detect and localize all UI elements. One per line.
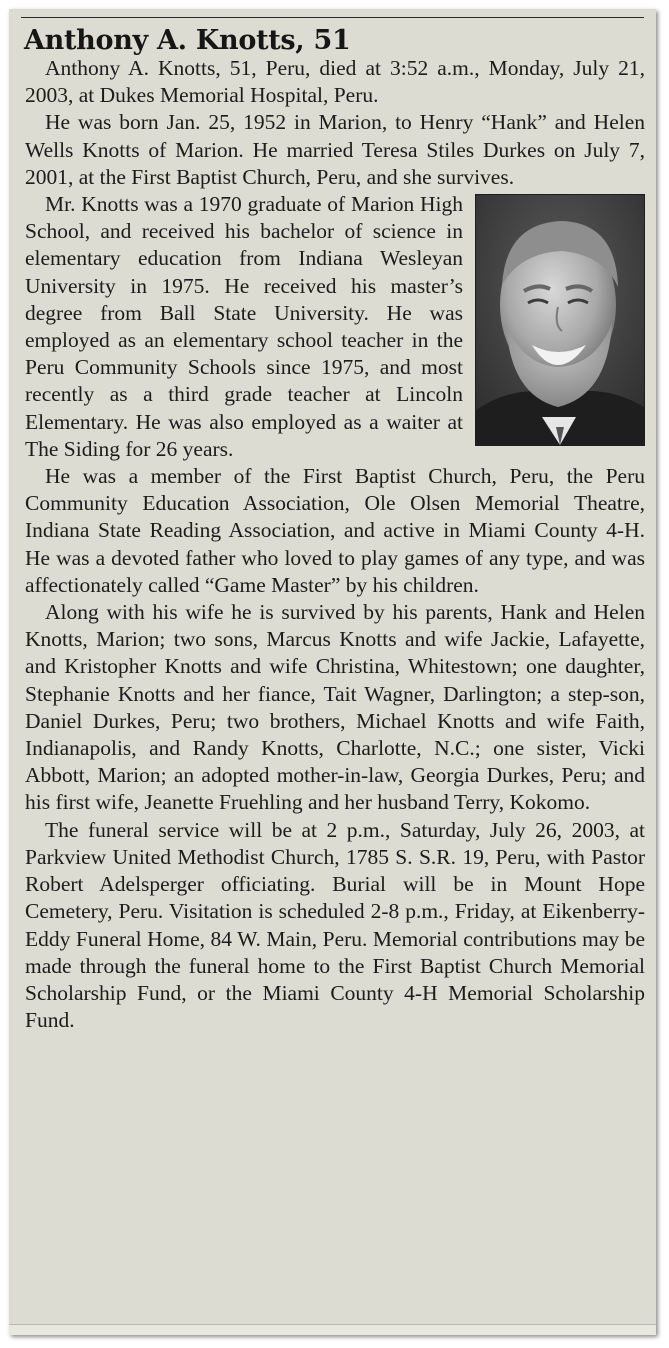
obituary-headline: Anthony A. Knotts, 51 <box>24 25 351 56</box>
obituary-body <box>25 55 645 1034</box>
top-rule <box>21 17 644 18</box>
portrait-photo <box>475 194 645 446</box>
paragraph-survivors: Along with his wife he is survived by his parents, Hank and Helen Knotts, Marion; two sons, Marcus Knotts and wife Jackie, Lafayette, and Kristopher Knotts and wife Christina, Whitestown; one daughter, Stephanie Knotts and her fiance, Tait Wagner, Darlington; a step-son, Daniel Durkes, Peru; two brothers, Michael Knotts and wife Faith, Indianapolis, and Randy Knotts, Charlotte, N.C.; one sister, Vicki Abbott, Marion; an adopted mother-in-law, Georgia Durkes, Peru; and his first wife, Jeanette Fruehling and her husband Terry, Kokomo. <box>25 600 645 815</box>
next-article-edge <box>9 1324 656 1335</box>
paragraph-services: The funeral service will be at 2 p.m., Saturday, July 26, 2003, at Parkview United Methodist Church, 1785 S. S.R. 19, Peru, with Pastor Robert Adelsperger officiating. Burial will be in Mount Hope Cemetery, Peru. Visitation is scheduled 2-8 p.m., Friday, at Eikenberry-Eddy Funeral Home, 84 W. Main, Peru. Memorial contributions may be made through the funeral home to the First Baptist Church Memorial Scholarship Fund, or the Miami County 4-H Memorial Scholarship Fund. <box>25 817 645 1033</box>
portrait-photo-icon <box>476 195 644 445</box>
paragraph-memberships: He was a member of the First Baptist Church, Peru, the Peru Community Education Association, Ole Olsen Memorial Theatre, Indiana State Reading Association, and active in Miami County 4-H. He was a devoted father who loved to play games of any type, and was affectionately called “Game Master” by his children. <box>25 464 645 597</box>
newspaper-clipping <box>9 9 656 1335</box>
paragraph-death-notice: Anthony A. Knotts, 51, Peru, died at 3:52 a.m., Monday, July 21, 2003, at Dukes Memorial Hospital, Peru. <box>25 56 645 108</box>
paragraph-birth-marriage: He was born Jan. 25, 1952 in Marion, to Henry “Hank” and Helen Wells Knotts of Marion. He married Teresa Stiles Durkes on July 7, 2001, at the First Baptist Church, Peru, and she survives. <box>25 110 645 189</box>
paragraph-education-career: Mr. Knotts was a 1970 graduate of Marion High School, and received his bachelor of science in elementary education from Indiana Wesleyan University in 1975. He received his master’s degree from Ball State University. He was employed as an elementary school teacher in the Peru Community Schools since 1975, and most recently as a third grade teacher at Lincoln Elementary. He was also employed as a waiter at The Siding for 26 years. <box>25 192 463 461</box>
